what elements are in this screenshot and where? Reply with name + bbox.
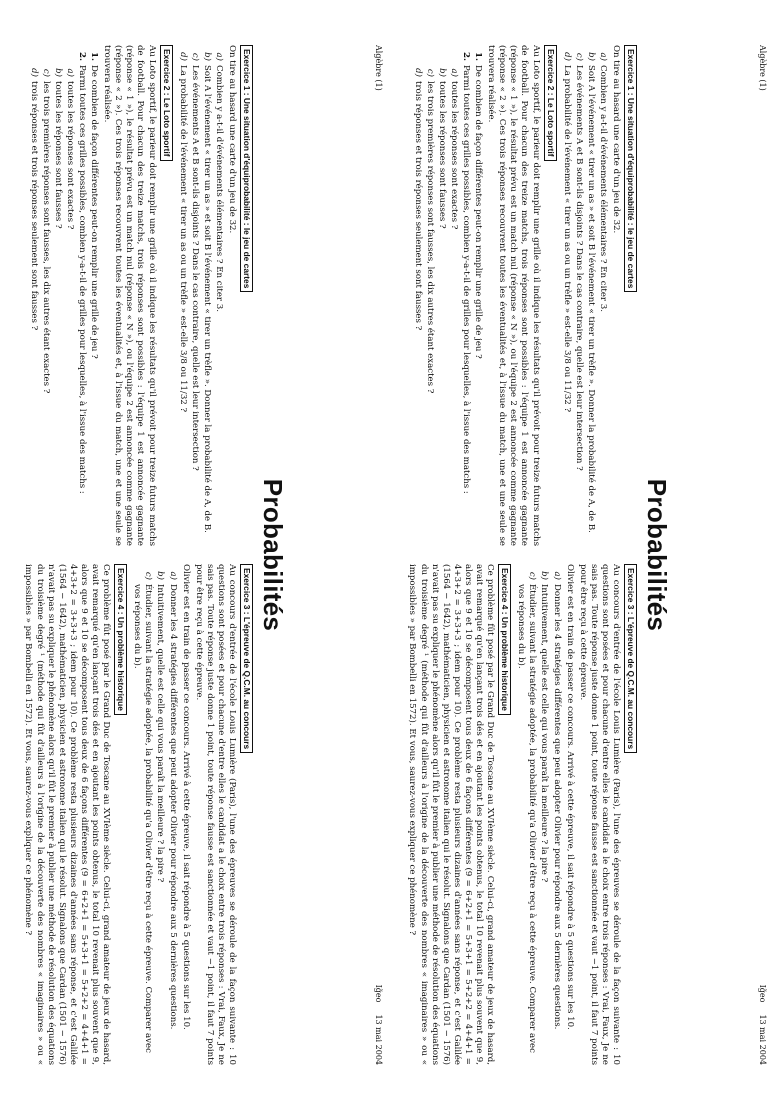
exercise-2-heading: Exercice 2 : Le Loto sportif (544, 45, 557, 161)
exercise-4-heading: Exercice 4 : Un problème historique (498, 564, 511, 715)
sheet-copy-right (407, 35, 772, 1075)
header-school: Ig̃eo (758, 984, 767, 1003)
list-item: b) Soit A l'événement « tirer un as » et soit B l'événement « tirer un trèfle ». Donner la probabilité de A, de B. (585, 52, 596, 533)
list-item: c) les trois premières réponses sont fausses, les dix autres étant exactes ? (424, 68, 435, 394)
exercise-3-intro: Au concours d'entrée de l'école Louis Lumière (Paris), l'une des épreuves se déroule de la façon suivante : 10 questions sont posées et pour chacune d'entre elles le candidat a le choix entre trois réponses : Vrai, Faux, Je ne sais pas. Toute réponse juste donne 1 point, toute réponse fausse est sanctionnée et vaut −1 point, il faut 7 points pour être reçu à cette épreuve. (193, 564, 237, 1065)
exercise-4-text: Ce problème fût posé par le Grand Duc de Toscane au XVIème siècle. Celui-ci, grand amateur de jeux de hasard, avait remarqué qu'en lançant trois dés et en ajoutant les points obtenus, le total 10 revenait plus souvent que 9, alors que 9 et 10 se décomposent tous deux de 6 façons différentes (9 = 6+2+1 = 5+3+1 = 5+2+2 = 4+4+1 = 4+3+2 = 3+3+3 ; idem pour 10). Ce problème resta plusieurs dizaines d'années sans réponse, et c'est Galilée (1564 − 1642), mathématicien, physicien et astronome italien qui le résolut. Signalons que Cardan (1501 − 1576) n'avait pas su expliquer le phénomène alors qu'il fût le premier à publier une méthode de résolution des équations du troisième degré ¹ (méthode qui fût d'ailleurs à l'origine de la découverte des nombres « imaginaires » ou « impossibles » par Bombelli en 1572). Et vous, saurez-vous expliquer ce phénomène ? (407, 564, 496, 1065)
sheet-copy-left (23, 35, 388, 1075)
page-header (756, 45, 768, 1065)
list-item: b) Intuitivement, quelle est celle qui vous paraît la meilleure ? la pire ? (539, 571, 550, 883)
list-item: a) toutes les réponses sont exactes ? (64, 68, 75, 230)
exercise-1-intro: On tire au hasard une carte d'un jeu de 32. (611, 45, 621, 234)
list-item: b) toutes les réponses sont fausses ? (436, 68, 447, 229)
list-item: b) toutes les réponses sont fausses ? (52, 68, 63, 229)
exercise-1-heading: Exercice 1 : Une situation d'équiprobabilité : le jeu de cartes (624, 45, 637, 292)
exercise-3-situation: Olivier est en train de passer ce concours. Arrivé à cette épreuve, il sait répondre à 5 questions sur les 10. (180, 564, 191, 1030)
list-item: a) Combien y a-t-il d'événements élémentaires ? En citer 3. (597, 52, 608, 312)
list-item: d) La probabilité de l'événement « tirer un as ou un trèfle » est-elle 3/8 ou 11/32 ? (177, 52, 188, 413)
exercise-1-intro: On tire au hasard une carte d'un jeu de 32. (227, 45, 237, 234)
header-course: Algèbre (1) (374, 45, 383, 91)
list-item: c) Les événements A et B sont-ils disjoints ? Dans le cas contraire, quelle est leur intersection ? (573, 52, 584, 471)
column-right (404, 564, 640, 1065)
page-title: Probabilités (642, 478, 672, 632)
exercise-1-heading: Exercice 1 : Une situation d'équiprobabilité : le jeu de cartes (240, 45, 253, 292)
exercise-3-situation: Olivier est en train de passer ce concours. Arrivé à cette épreuve, il sait répondre à 5 questions sur les 10. (564, 564, 575, 1030)
list-item: c) Étudier, suivant la stratégie adoptée, la probabilité qu'a Olivier d'être reçu à cette épreuve. Comparer avec vos réponses du b). (516, 571, 538, 1053)
list-item: c) Étudier, suivant la stratégie adoptée, la probabilité qu'a Olivier d'être reçu à cette épreuve. Comparer avec vos réponses du b). (132, 571, 154, 1053)
exercise-3-intro: Au concours d'entrée de l'école Louis Lumière (Paris), l'une des épreuves se déroule de la façon suivante : 10 questions sont posées et pour chacune d'entre elles le candidat a le choix entre trois réponses : Vrai, Faux, Je ne sais pas. Toute réponse juste donne 1 point, toute réponse fausse est sanctionnée et vaut −1 point, il faut 7 points pour être reçu à cette épreuve. (577, 564, 621, 1065)
header-school: Ig̃eo (374, 984, 383, 1003)
list-item: a) Donner les 4 stratégies différentes que peut adopter Olivier pour répondre aux 5 dernières questions. (167, 571, 178, 1030)
list-item: b) Soit A l'événement « tirer un as » et soit B l'événement « tirer un trèfle ». Donner la probabilité de A, de B. (201, 52, 212, 533)
list-item: b) Intuitivement, quelle est celle qui vous paraît la meilleure ? la pire ? (155, 571, 166, 883)
header-date: 13 mai 2004 (374, 1014, 383, 1065)
list-item: 1. De combien de façon différentes peut-on remplir une grille de jeu ? (89, 52, 100, 359)
list-item: a) Combien y a-t-il d'événements élémentaires ? En citer 3. (213, 52, 224, 312)
list-item: d) La probabilité de l'événement « tirer un as ou un trèfle » est-elle 3/8 ou 11/32 ? (561, 52, 572, 413)
list-item: 1. De combien de façon différentes peut-on remplir une grille de jeu ? (473, 52, 484, 359)
exercise-2-intro: Au Loto sportif, le parieur doit remplir une grille où il indique les résultats qu'il prévoit pour treize futurs matchs de football. Pour chacun des treize matchs, trois réponses sont possibles : l'équipe 1 est annoncée gagnante (réponse « 1 »), le résultat prévu est un match nul (réponse « N »), ou l'équipe 2 est annoncée comme gagnante (réponse « 2 »). Ces trois réponses recouvrent toutes les éventualités et, à l'issue du match, une et une seule se trouvera réalisée. (486, 45, 541, 546)
exercise-3-heading: Exercice 3 : L'épreuve de Q.C.M. au concours (624, 564, 637, 753)
page-header (372, 45, 384, 1065)
list-item: d) trois réponses et trois réponses seulement sont fausses ? (412, 68, 423, 331)
header-course: Algèbre (1) (758, 45, 767, 91)
list-item: a) toutes les réponses sont exactes ? (448, 68, 459, 230)
list-item: 2. Parmi toutes ces grilles possibles, combien y-a-t-il de grilles pour lesquelles, à l'issue des matchs : (76, 52, 87, 494)
exercise-4-heading: Exercice 4 : Un problème historique (114, 564, 127, 715)
page-title: Probabilités (258, 478, 288, 632)
header-date: 13 mai 2004 (758, 1014, 767, 1065)
column-left (404, 45, 640, 546)
list-item: c) les trois premières réponses sont fausses, les dix autres étant exactes ? (40, 68, 51, 394)
exercise-3-heading: Exercice 3 : L'épreuve de Q.C.M. au concours (240, 564, 253, 753)
list-item: c) Les événements A et B sont-ils disjoints ? Dans le cas contraire, quelle est leur intersection ? (189, 52, 200, 471)
column-left (20, 45, 256, 546)
list-item: a) Donner les 4 stratégies différentes que peut adopter Olivier pour répondre aux 5 dernières questions. (551, 571, 562, 1030)
exercise-2-intro: Au Loto sportif, le parieur doit remplir une grille où il indique les résultats qu'il prévoit pour treize futurs matchs de football. Pour chacun des treize matchs, trois réponses sont possibles : l'équipe 1 est annoncée gagnante (réponse « 1 »), le résultat prévu est un match nul (réponse « N »), ou l'équipe 2 est annoncée comme gagnante (réponse « 2 »). Ces trois réponses recouvrent toutes les éventualités et, à l'issue du match, une et une seule se trouvera réalisée. (102, 45, 157, 546)
exercise-2-heading: Exercice 2 : Le Loto sportif (160, 45, 173, 161)
list-item: d) trois réponses et trois réponses seulement sont fausses ? (28, 68, 39, 331)
exercise-4-text: Ce problème fût posé par le Grand Duc de Toscane au XVIème siècle. Celui-ci, grand amateur de jeux de hasard, avait remarqué qu'en lançant trois dés et en ajoutant les points obtenus, le total 10 revenait plus souvent que 9, alors que 9 et 10 se décomposent tous deux de 6 façons différentes (9 = 6+2+1 = 5+3+1 = 5+2+2 = 4+4+1 = 4+3+2 = 3+3+3 ; idem pour 10). Ce problème resta plusieurs dizaines d'années sans réponse, et c'est Galilée (1564 − 1642), mathématicien, physicien et astronome italien qui le résolut. Signalons que Cardan (1501 − 1576) n'avait pas su expliquer le phénomène alors qu'il fût le premier à publier une méthode de résolution des équations du troisième degré ¹ (méthode qui fût d'ailleurs à l'origine de la découverte des nombres « imaginaires » ou « impossibles » par Bombelli en 1572). Et vous, saurez-vous expliquer ce phénomène ? (23, 564, 112, 1065)
list-item: 2. Parmi toutes ces grilles possibles, combien y-a-t-il de grilles pour lesquelles, à l'issue des matchs : (460, 52, 471, 494)
column-right (20, 564, 256, 1065)
